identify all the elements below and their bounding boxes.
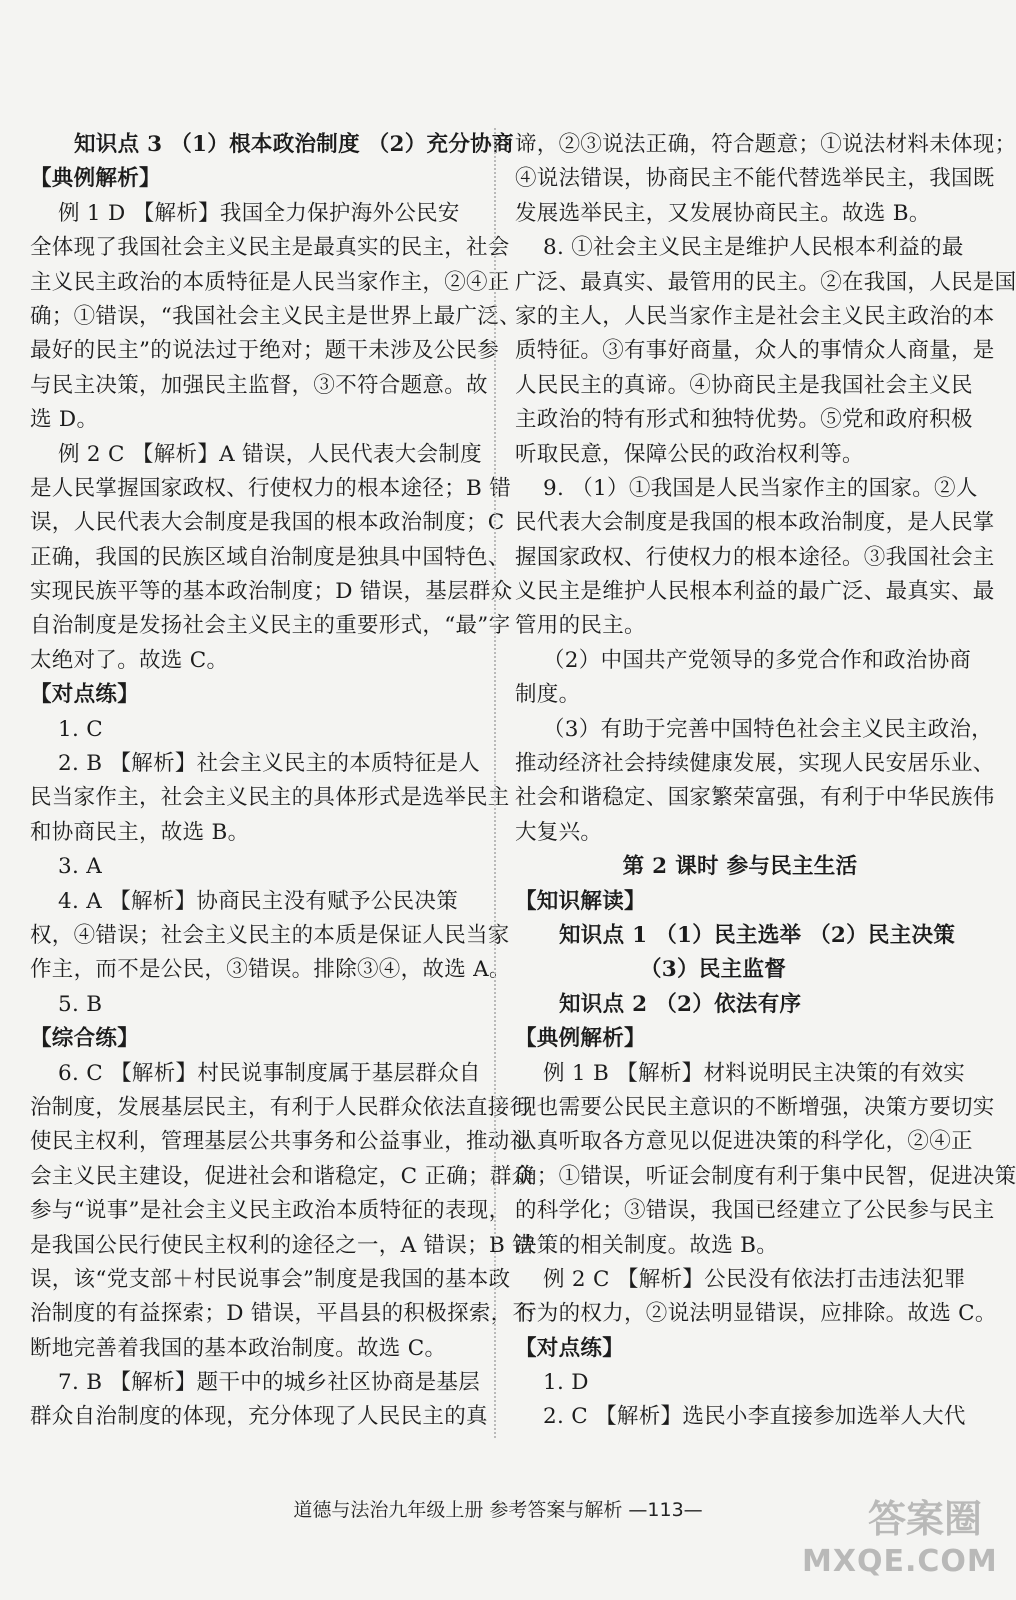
text-line: 义民主是维护人民根本利益的最广泛、最真实、最: [515, 579, 995, 605]
text-line: 和协商民主，故选 B。: [30, 819, 250, 845]
text-line: 4. A 【解析】协商民主没有赋予公民决策: [58, 888, 459, 914]
text-line: 参与“说事”是社会主义民主政治本质特征的表现，: [30, 1198, 511, 1224]
text-line: 听取民意，保障公民的政治权利等。: [515, 441, 864, 467]
column-divider: [494, 128, 496, 1438]
text-line: 管用的民主。: [515, 613, 646, 639]
text-line: （3）民主监督: [640, 957, 787, 983]
text-line: 知识点 3 （1）根本政治制度 （2）充分协商: [74, 132, 514, 157]
text-line: 大复兴。: [515, 819, 603, 845]
text-line: 与民主决策，加强民主监督，③不符合题意。故: [30, 372, 488, 398]
text-line: 的科学化；③错误，我国已经建立了公民参与民主: [515, 1198, 995, 1224]
text-line: （2）中国共产党领导的多党合作和政治协商: [543, 647, 972, 673]
text-line: 断地完善着我国的基本政治制度。故选 C。: [30, 1335, 447, 1361]
text-line: 7. B 【解析】题干中的城乡社区协商是基层: [58, 1370, 481, 1396]
watermark-title: 答案圈: [867, 1497, 982, 1541]
text-line: 谛，②③说法正确，符合题意；①说法材料未体现；: [515, 132, 1016, 157]
text-line: 治制度的有益探索；D 错误，平昌县的积极探索，不: [30, 1301, 535, 1327]
text-line: 1. C: [58, 716, 103, 742]
text-line: 【对点练】: [515, 1335, 625, 1361]
text-line: 1. D: [543, 1370, 589, 1396]
text-line: 人民民主的真谛。④协商民主是我国社会主义民: [515, 372, 973, 398]
text-line: 实现民族平等的基本政治制度；D 错误，基层群众: [30, 579, 513, 605]
text-line: 自治制度是发扬社会主义民主的重要形式，“最”字: [30, 613, 511, 639]
text-line: 知识点 1 （1）民主选举 （2）民主决策: [559, 922, 956, 948]
text-line: 例 1 D 【解析】我国全力保护海外公民安: [58, 200, 460, 226]
text-line: 选 D。: [30, 407, 99, 433]
page-footer: 道德与法治九年级上册 参考答案与解析 —113—: [293, 1499, 703, 1521]
text-line: 广泛、最真实、最管用的民主。②在我国，人民是国: [515, 269, 1016, 295]
text-line: 主义民主政治的本质特征是人民当家作主，②④正: [30, 269, 510, 295]
text-line: 社会和谐稳定、国家繁荣富强，有利于中华民族伟: [515, 785, 995, 811]
text-line: 6. C 【解析】村民说事制度属于基层群众自: [58, 1060, 481, 1086]
text-line: 行为的权力，②说法明显错误，应排除。故选 C。: [515, 1301, 997, 1327]
left-column: [30, 128, 535, 1435]
text-line: 例 2 C 【解析】公民没有依法打击违法犯罪: [543, 1266, 966, 1292]
text-line: 例 1 B 【解析】材料说明民主决策的有效实: [543, 1060, 966, 1086]
text-line: 最好的民主”的说法过于绝对；题干未涉及公民参: [30, 338, 500, 364]
text-line: 使民主权利，管理基层公共事务和公益事业，推动社: [30, 1129, 532, 1155]
text-line: 3. A: [58, 854, 103, 880]
text-line: 握国家政权、行使权力的根本途径。③我国社会主: [515, 544, 995, 570]
right-column: [515, 128, 1016, 1435]
text-line: 会主义民主建设，促进社会和谐稳定，C 正确；群众: [30, 1163, 534, 1189]
text-line: 例 2 C 【解析】A 错误，人民代表大会制度: [58, 441, 482, 467]
text-line: 决策的相关制度。故选 B。: [515, 1232, 779, 1258]
text-line: 正确，我国的民族区域自治制度是独具中国特色、: [30, 544, 510, 570]
text-line: 误，该“党支部＋村民说事会”制度是我国的基本政: [30, 1266, 511, 1292]
text-line: 群众自治制度的体现，充分体现了人民民主的真: [30, 1404, 488, 1430]
text-line: 确；①错误，听证会制度有利于集中民智，促进决策: [515, 1163, 1016, 1189]
watermark-logo: [802, 1488, 998, 1586]
text-line: 民当家作主，社会主义民主的具体形式是选举民主: [30, 785, 510, 811]
text-line: 【典例解析】: [30, 166, 161, 192]
text-line: 误，人民代表大会制度是我国的根本政治制度；C: [30, 510, 505, 536]
text-line: 权，④错误；社会主义民主的本质是保证人民当家: [30, 922, 510, 948]
text-line: 全体现了我国社会主义民主是最真实的民主，社会: [30, 235, 510, 261]
text-line: 作主，而不是公民，③错误。排除③④，故选 A。: [30, 957, 511, 983]
text-line: 民代表大会制度是我国的根本政治制度，是人民掌: [515, 510, 995, 536]
text-line: ④说法错误，协商民主不能代替选举民主，我国既: [515, 166, 995, 192]
text-line: 质特征。③有事好商量，众人的事情众人商量，是: [515, 338, 995, 364]
text-line: 制度。: [515, 682, 581, 708]
text-line: 治制度，发展基层民主，有利于人民群众依法直接行: [30, 1094, 532, 1120]
text-line: 5. B: [58, 991, 103, 1017]
text-line: 确；①错误，“我国社会主义民主是世界上最广泛、: [30, 303, 521, 329]
text-line: 是我国公民行使民主权利的途径之一，A 错误；B 错: [30, 1232, 534, 1258]
text-line: 2. C 【解析】选民小李直接参加选举人大代: [543, 1404, 966, 1430]
text-line: 认真听取各方意见以促进决策的科学化，②④正: [515, 1129, 973, 1155]
text-line: 第 2 课时 参与民主生活: [622, 854, 858, 880]
text-line: 是人民掌握国家政权、行使权力的根本途径；B 错: [30, 475, 512, 501]
watermark-url: MXQE.COM: [802, 1544, 998, 1579]
text-line: 【典例解析】: [515, 1026, 646, 1052]
text-line: 【知识解读】: [515, 888, 646, 914]
text-line: 发展选举民主，又发展协商民主。故选 B。: [515, 200, 931, 226]
text-line: 【综合练】: [30, 1026, 140, 1052]
text-line: 主政治的特有形式和独特优势。⑤党和政府积极: [515, 407, 973, 433]
text-line: 8. ①社会主义民主是维护人民根本利益的最: [543, 235, 964, 261]
text-line: 2. B 【解析】社会主义民主的本质特征是人: [58, 751, 481, 777]
text-line: 【对点练】: [30, 682, 140, 708]
text-line: 现也需要公民民主意识的不断增强，决策方要切实: [515, 1094, 995, 1120]
text-line: （3）有助于完善中国特色社会主义民主政治，: [543, 716, 993, 742]
text-line: 知识点 2 （2）依法有序: [559, 991, 802, 1017]
text-line: 9. （1）①我国是人民当家作主的国家。②人: [543, 475, 978, 501]
text-line: 家的主人，人民当家作主是社会主义民主政治的本: [515, 303, 995, 329]
text-line: 推动经济社会持续健康发展，实现人民安居乐业、: [515, 751, 995, 777]
text-line: 太绝对了。故选 C。: [30, 647, 229, 673]
